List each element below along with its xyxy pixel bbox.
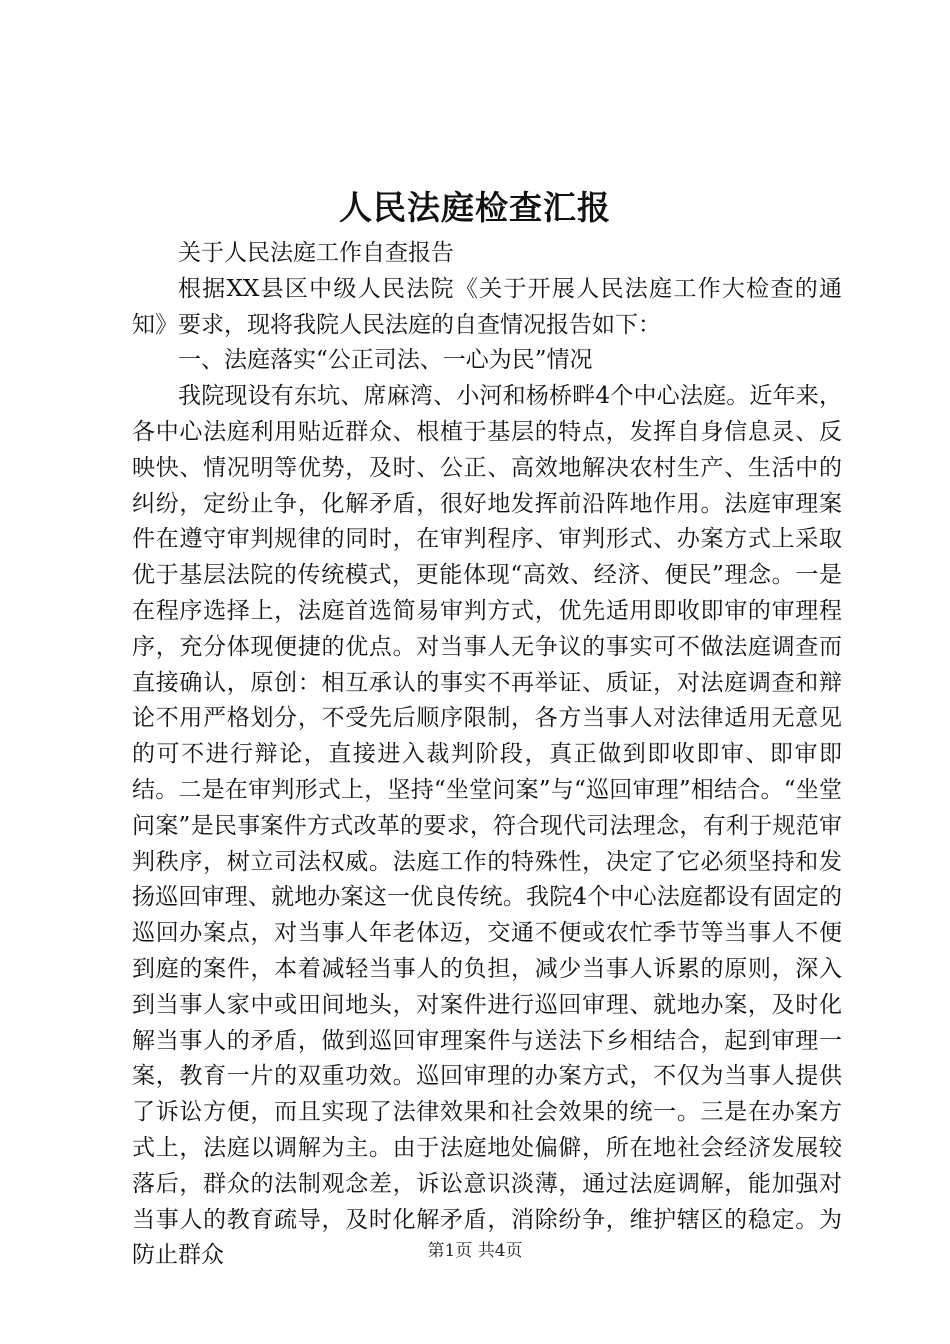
document-title: 人民法庭检查汇报 (339, 188, 611, 227)
body-paragraph-main: 我院现设有东坑、席麻湾、小河和杨桥畔4个中心法庭。近年来，各中心法庭利用贴近群众、根植于基层的特点，发挥自身信息灵、反映快、情况明等优势，及时、公正、高效地解决农村生产、生活中的纠纷，定纷止争，化解矛盾，很好地发挥前沿阵地作用。法庭审理案件在遵守审判规律的同时，在审判程序、审判形式、办案方式上采取优于基层法院的传统模式，更能体现“高效、经济、便民”理念。一是在程序选择上，法庭首选简易审判方式，优先适用即收即审的审理程序，充分体现便捷的优点。对当事人无争议的事实可不做法庭调查而直接确认，原创：相互承认的事实不再举证、质证，对法庭调查和辩论不用严格划分，不受先后顺序限制，各方当事人对法律适用无意见的可不进行辩论，直接进入裁判阶段，真正做到即收即审、即审即结。二是在审判形式上，坚持“坐堂问案”与“巡回审理”相结合。“坐堂问案”是民事案件方式改革的要求，符合现代司法理念，有利于规范审判秩序，树立司法权威。法庭工作的特殊性，决定了它必须坚持和发扬巡回审理、就地办案这一优良传统。我院4个中心法庭都设有固定的巡回办案点，对当事人年老体迈，交通不便或农忙季节等当事人不便到庭的案件，本着减轻当事人的负担，减少当事人诉累的原则，深入到当事人家中或田间地头，对案件进行巡回审理、就地办案，及时化解当事人的矛盾，做到巡回审理案件与送法下乡相结合，起到审理一案，教育一片的双重功效。巡回审理的办案方式，不仅为当事人提供了诉讼方便，而且实现了法律效果和社会效果的统一。三是在办案方式上，法庭以调解为主。由于法庭地处偏僻，所在地社会经济发展较落后，群众的法制观念差，诉讼意识淡薄，通过法庭调解，能加强对当事人的教育疏导，及时化解矛盾，消除纷争，维护辖区的稳定。为防止群众 (132, 383, 842, 1269)
body-paragraph-heading: 关于人民法庭工作自查报告 (178, 240, 454, 266)
document-body (132, 236, 842, 1274)
body-paragraph-intro: 根据XX县区中级人民法院《关于开展人民法庭工作大检查的通知》要求，现将我院人民法庭的自查情况报告如下： (132, 275, 842, 338)
section-heading: 一、法庭落实“公正司法、一心为民”情况 (178, 347, 593, 374)
page-footer: 第1页 共4页 (427, 1241, 523, 1261)
